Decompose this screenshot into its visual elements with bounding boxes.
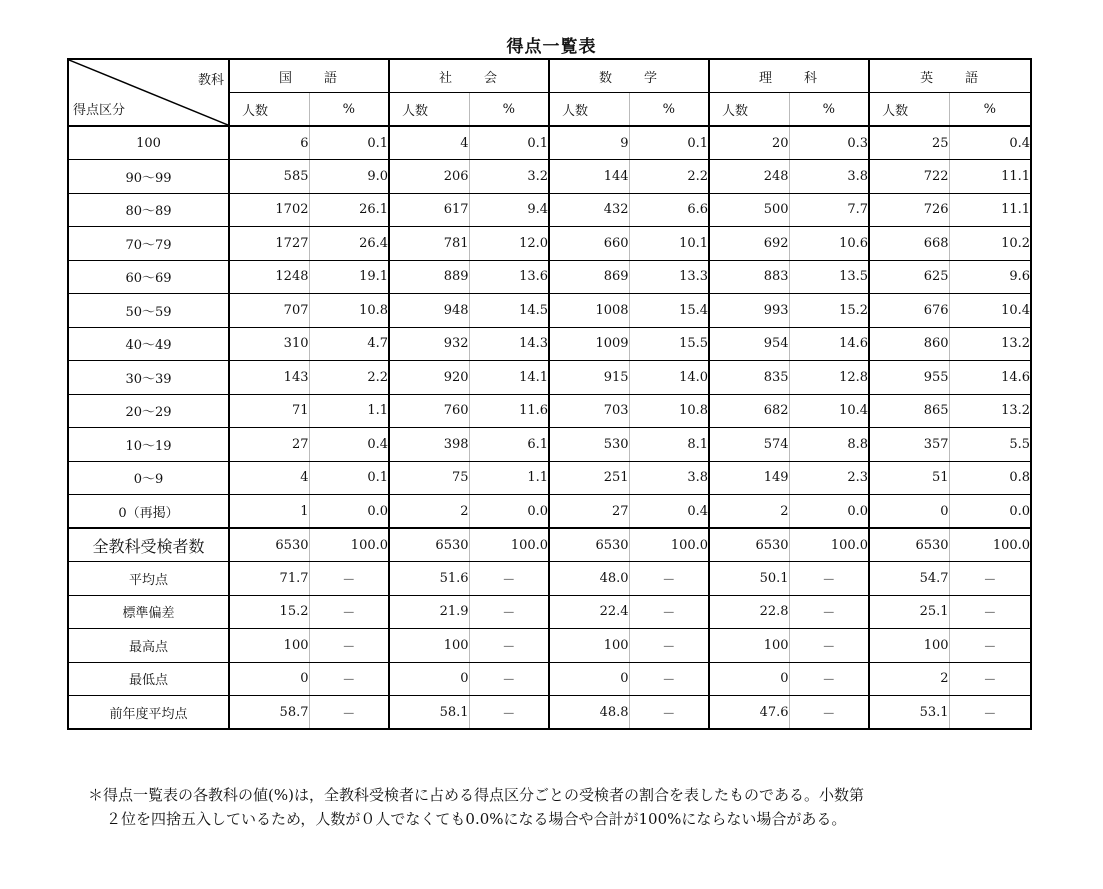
percent-cell: 15.2 bbox=[789, 294, 869, 328]
percent-cell: 0.4 bbox=[309, 428, 389, 462]
percent-cell: － bbox=[309, 595, 389, 629]
percent-cell: 26.1 bbox=[309, 193, 389, 227]
count-cell: 58.1 bbox=[389, 696, 469, 730]
count-cell: 2 bbox=[869, 662, 949, 696]
count-header: 人数 bbox=[549, 93, 629, 127]
count-header: 人数 bbox=[229, 93, 309, 127]
row-label: 40～49 bbox=[68, 327, 229, 361]
percent-cell: 1.1 bbox=[469, 461, 549, 495]
count-cell: 54.7 bbox=[869, 562, 949, 596]
count-cell: 6530 bbox=[229, 528, 309, 562]
count-cell: 206 bbox=[389, 160, 469, 194]
percent-cell: － bbox=[949, 629, 1031, 663]
count-cell: 51 bbox=[869, 461, 949, 495]
count-cell: 144 bbox=[549, 160, 629, 194]
percent-cell: 11.1 bbox=[949, 193, 1031, 227]
count-cell: 883 bbox=[709, 260, 789, 294]
count-header: 人数 bbox=[709, 93, 789, 127]
count-cell: 357 bbox=[869, 428, 949, 462]
percent-cell: 3.8 bbox=[629, 461, 709, 495]
percent-cell: 8.1 bbox=[629, 428, 709, 462]
count-cell: 0 bbox=[229, 662, 309, 696]
percent-cell: 4.7 bbox=[309, 327, 389, 361]
count-cell: 6530 bbox=[389, 528, 469, 562]
percent-cell: － bbox=[469, 629, 549, 663]
count-cell: 6530 bbox=[869, 528, 949, 562]
count-cell: 432 bbox=[549, 193, 629, 227]
count-cell: 6530 bbox=[549, 528, 629, 562]
score-table bbox=[67, 58, 1032, 730]
percent-cell: － bbox=[629, 595, 709, 629]
count-cell: 948 bbox=[389, 294, 469, 328]
percent-header: % bbox=[949, 93, 1031, 127]
count-cell: 51.6 bbox=[389, 562, 469, 596]
percent-cell: 10.4 bbox=[789, 394, 869, 428]
percent-cell: 2.2 bbox=[309, 361, 389, 395]
percent-cell: 0.1 bbox=[309, 461, 389, 495]
percent-cell: － bbox=[629, 629, 709, 663]
count-cell: 707 bbox=[229, 294, 309, 328]
count-cell: 47.6 bbox=[709, 696, 789, 730]
percent-cell: 0.0 bbox=[469, 495, 549, 529]
row-label: 平均点 bbox=[68, 562, 229, 596]
subject-english: 英 語 bbox=[869, 59, 1031, 93]
percent-cell: 13.3 bbox=[629, 260, 709, 294]
percent-header: % bbox=[309, 93, 389, 127]
count-cell: 0 bbox=[869, 495, 949, 529]
percent-cell: － bbox=[469, 662, 549, 696]
percent-cell: 9.4 bbox=[469, 193, 549, 227]
percent-cell: 0.4 bbox=[949, 126, 1031, 160]
count-cell: 9 bbox=[549, 126, 629, 160]
percent-cell: 10.2 bbox=[949, 227, 1031, 261]
count-cell: 4 bbox=[229, 461, 309, 495]
corner-header bbox=[68, 59, 229, 126]
count-cell: 869 bbox=[549, 260, 629, 294]
count-cell: 682 bbox=[709, 394, 789, 428]
percent-cell: 15.5 bbox=[629, 327, 709, 361]
count-cell: 6530 bbox=[709, 528, 789, 562]
count-cell: 0 bbox=[709, 662, 789, 696]
percent-cell: 19.1 bbox=[309, 260, 389, 294]
subject-social: 社 会 bbox=[389, 59, 549, 93]
percent-cell: 0.1 bbox=[309, 126, 389, 160]
percent-cell: 14.1 bbox=[469, 361, 549, 395]
count-cell: 530 bbox=[549, 428, 629, 462]
percent-cell: 11.6 bbox=[469, 394, 549, 428]
count-cell: 932 bbox=[389, 327, 469, 361]
percent-header: % bbox=[469, 93, 549, 127]
percent-cell: 13.6 bbox=[469, 260, 549, 294]
score-row bbox=[68, 461, 1031, 495]
percent-cell: 2.3 bbox=[789, 461, 869, 495]
score-row bbox=[68, 193, 1031, 227]
score-row bbox=[68, 126, 1031, 160]
score-row bbox=[68, 495, 1031, 529]
row-label: 標準偏差 bbox=[68, 595, 229, 629]
footnote bbox=[88, 783, 1048, 831]
corner-score-label: 得点区分 bbox=[73, 103, 126, 118]
row-label: 20～29 bbox=[68, 394, 229, 428]
row-label: 最低点 bbox=[68, 662, 229, 696]
count-cell: 1 bbox=[229, 495, 309, 529]
count-cell: 100 bbox=[709, 629, 789, 663]
count-cell: 625 bbox=[869, 260, 949, 294]
count-cell: 617 bbox=[389, 193, 469, 227]
percent-cell: 7.7 bbox=[789, 193, 869, 227]
percent-cell: － bbox=[469, 595, 549, 629]
percent-cell: 0.1 bbox=[629, 126, 709, 160]
score-row bbox=[68, 428, 1031, 462]
count-cell: 860 bbox=[869, 327, 949, 361]
percent-cell: 14.3 bbox=[469, 327, 549, 361]
count-cell: 1727 bbox=[229, 227, 309, 261]
row-label: 80～89 bbox=[68, 193, 229, 227]
row-label: 30～39 bbox=[68, 361, 229, 395]
count-cell: 993 bbox=[709, 294, 789, 328]
percent-cell: 10.4 bbox=[949, 294, 1031, 328]
subject-science: 理 科 bbox=[709, 59, 869, 93]
subject-math: 数 学 bbox=[549, 59, 709, 93]
count-cell: 248 bbox=[709, 160, 789, 194]
count-cell: 692 bbox=[709, 227, 789, 261]
count-cell: 835 bbox=[709, 361, 789, 395]
count-cell: 15.2 bbox=[229, 595, 309, 629]
percent-cell: － bbox=[309, 696, 389, 730]
summary-row bbox=[68, 595, 1031, 629]
count-cell: 310 bbox=[229, 327, 309, 361]
count-cell: 1009 bbox=[549, 327, 629, 361]
percent-cell: － bbox=[949, 562, 1031, 596]
percent-cell: － bbox=[949, 696, 1031, 730]
subject-japanese: 国 語 bbox=[229, 59, 389, 93]
percent-cell: 100.0 bbox=[629, 528, 709, 562]
percent-cell: － bbox=[309, 662, 389, 696]
percent-cell: 100.0 bbox=[469, 528, 549, 562]
score-row bbox=[68, 361, 1031, 395]
percent-cell: 12.8 bbox=[789, 361, 869, 395]
count-cell: 22.4 bbox=[549, 595, 629, 629]
percent-cell: 0.0 bbox=[309, 495, 389, 529]
row-label: 10～19 bbox=[68, 428, 229, 462]
score-row bbox=[68, 294, 1031, 328]
count-cell: 703 bbox=[549, 394, 629, 428]
percent-cell: － bbox=[309, 562, 389, 596]
percent-cell: 14.6 bbox=[789, 327, 869, 361]
count-cell: 760 bbox=[389, 394, 469, 428]
score-row bbox=[68, 260, 1031, 294]
count-cell: 915 bbox=[549, 361, 629, 395]
count-header: 人数 bbox=[389, 93, 469, 127]
percent-cell: － bbox=[469, 562, 549, 596]
footnote-line-1: ＊得点一覧表の各教科の値(%)は，全教科受検者に占める得点区分ごとの受検者の割合を表したものである。小数第 bbox=[88, 786, 864, 804]
count-cell: 27 bbox=[229, 428, 309, 462]
percent-cell: 0.4 bbox=[629, 495, 709, 529]
score-row bbox=[68, 327, 1031, 361]
percent-cell: 6.6 bbox=[629, 193, 709, 227]
percent-cell: － bbox=[469, 696, 549, 730]
percent-cell: 3.8 bbox=[789, 160, 869, 194]
percent-cell: 0.1 bbox=[469, 126, 549, 160]
count-cell: 50.1 bbox=[709, 562, 789, 596]
row-label: 最高点 bbox=[68, 629, 229, 663]
percent-cell: 9.6 bbox=[949, 260, 1031, 294]
count-cell: 27 bbox=[549, 495, 629, 529]
summary-row bbox=[68, 528, 1031, 562]
percent-cell: 14.0 bbox=[629, 361, 709, 395]
row-label: 100 bbox=[68, 126, 229, 160]
count-cell: 149 bbox=[709, 461, 789, 495]
count-cell: 20 bbox=[709, 126, 789, 160]
percent-cell: 2.2 bbox=[629, 160, 709, 194]
count-cell: 22.8 bbox=[709, 595, 789, 629]
count-cell: 726 bbox=[869, 193, 949, 227]
percent-cell: 12.0 bbox=[469, 227, 549, 261]
footnote-line-2: ２位を四捨五入しているため，人数が０人でなくても0.0%になる場合や合計が100%にならない場合がある。 bbox=[106, 810, 847, 828]
count-cell: 25.1 bbox=[869, 595, 949, 629]
percent-cell: 13.5 bbox=[789, 260, 869, 294]
count-cell: 2 bbox=[389, 495, 469, 529]
percent-cell: 0.0 bbox=[949, 495, 1031, 529]
count-cell: 574 bbox=[709, 428, 789, 462]
percent-cell: － bbox=[789, 662, 869, 696]
percent-cell: － bbox=[949, 595, 1031, 629]
count-cell: 6 bbox=[229, 126, 309, 160]
percent-cell: 13.2 bbox=[949, 327, 1031, 361]
count-cell: 53.1 bbox=[869, 696, 949, 730]
score-row bbox=[68, 394, 1031, 428]
percent-cell: 0.3 bbox=[789, 126, 869, 160]
percent-cell: － bbox=[309, 629, 389, 663]
percent-cell: 10.1 bbox=[629, 227, 709, 261]
percent-cell: － bbox=[789, 696, 869, 730]
row-label: 0（再掲） bbox=[68, 495, 229, 529]
percent-cell: － bbox=[789, 629, 869, 663]
count-cell: 398 bbox=[389, 428, 469, 462]
count-cell: 585 bbox=[229, 160, 309, 194]
count-cell: 1008 bbox=[549, 294, 629, 328]
count-cell: 676 bbox=[869, 294, 949, 328]
row-label: 90～99 bbox=[68, 160, 229, 194]
row-label: 50～59 bbox=[68, 294, 229, 328]
percent-cell: － bbox=[949, 662, 1031, 696]
percent-cell: 100.0 bbox=[789, 528, 869, 562]
row-label: 0～9 bbox=[68, 461, 229, 495]
count-cell: 100 bbox=[549, 629, 629, 663]
row-label: 全教科受検者数 bbox=[68, 528, 229, 562]
count-cell: 4 bbox=[389, 126, 469, 160]
percent-cell: － bbox=[789, 562, 869, 596]
row-label: 60～69 bbox=[68, 260, 229, 294]
count-cell: 920 bbox=[389, 361, 469, 395]
percent-cell: 0.0 bbox=[789, 495, 869, 529]
percent-cell: 15.4 bbox=[629, 294, 709, 328]
count-cell: 71 bbox=[229, 394, 309, 428]
percent-cell: 5.5 bbox=[949, 428, 1031, 462]
count-cell: 25 bbox=[869, 126, 949, 160]
count-cell: 722 bbox=[869, 160, 949, 194]
score-row bbox=[68, 227, 1031, 261]
percent-cell: － bbox=[629, 662, 709, 696]
corner-subject-label: 教科 bbox=[197, 73, 224, 88]
percent-cell: 14.6 bbox=[949, 361, 1031, 395]
count-cell: 71.7 bbox=[229, 562, 309, 596]
count-cell: 58.7 bbox=[229, 696, 309, 730]
count-cell: 21.9 bbox=[389, 595, 469, 629]
count-cell: 100 bbox=[229, 629, 309, 663]
summary-row bbox=[68, 562, 1031, 596]
summary-row bbox=[68, 629, 1031, 663]
count-cell: 48.8 bbox=[549, 696, 629, 730]
percent-header: % bbox=[789, 93, 869, 127]
score-row bbox=[68, 160, 1031, 194]
summary-row bbox=[68, 662, 1031, 696]
score-table-body bbox=[68, 59, 1031, 729]
percent-cell: 14.5 bbox=[469, 294, 549, 328]
percent-cell: 11.1 bbox=[949, 160, 1031, 194]
count-cell: 954 bbox=[709, 327, 789, 361]
count-cell: 0 bbox=[389, 662, 469, 696]
count-cell: 889 bbox=[389, 260, 469, 294]
summary-row bbox=[68, 696, 1031, 730]
count-cell: 100 bbox=[869, 629, 949, 663]
row-label: 前年度平均点 bbox=[68, 696, 229, 730]
count-cell: 1248 bbox=[229, 260, 309, 294]
percent-cell: － bbox=[629, 562, 709, 596]
percent-cell: 6.1 bbox=[469, 428, 549, 462]
percent-cell: 10.8 bbox=[629, 394, 709, 428]
percent-cell: － bbox=[789, 595, 869, 629]
percent-cell: 3.2 bbox=[469, 160, 549, 194]
percent-cell: 9.0 bbox=[309, 160, 389, 194]
percent-cell: 100.0 bbox=[309, 528, 389, 562]
count-header: 人数 bbox=[869, 93, 949, 127]
count-cell: 2 bbox=[709, 495, 789, 529]
table-title: 得点一覧表 bbox=[506, 37, 597, 57]
count-cell: 0 bbox=[549, 662, 629, 696]
count-cell: 143 bbox=[229, 361, 309, 395]
percent-cell: 0.8 bbox=[949, 461, 1031, 495]
percent-cell: 13.2 bbox=[949, 394, 1031, 428]
count-cell: 48.0 bbox=[549, 562, 629, 596]
percent-cell: 26.4 bbox=[309, 227, 389, 261]
percent-cell: 1.1 bbox=[309, 394, 389, 428]
count-cell: 75 bbox=[389, 461, 469, 495]
count-cell: 1702 bbox=[229, 193, 309, 227]
subject-header-row bbox=[68, 59, 1031, 93]
count-cell: 781 bbox=[389, 227, 469, 261]
count-cell: 865 bbox=[869, 394, 949, 428]
count-cell: 251 bbox=[549, 461, 629, 495]
percent-cell: 100.0 bbox=[949, 528, 1031, 562]
count-cell: 668 bbox=[869, 227, 949, 261]
percent-cell: 10.6 bbox=[789, 227, 869, 261]
percent-header: % bbox=[629, 93, 709, 127]
percent-cell: 10.8 bbox=[309, 294, 389, 328]
percent-cell: 8.8 bbox=[789, 428, 869, 462]
count-cell: 660 bbox=[549, 227, 629, 261]
count-cell: 100 bbox=[389, 629, 469, 663]
row-label: 70～79 bbox=[68, 227, 229, 261]
count-cell: 955 bbox=[869, 361, 949, 395]
count-cell: 500 bbox=[709, 193, 789, 227]
percent-cell: － bbox=[629, 696, 709, 730]
